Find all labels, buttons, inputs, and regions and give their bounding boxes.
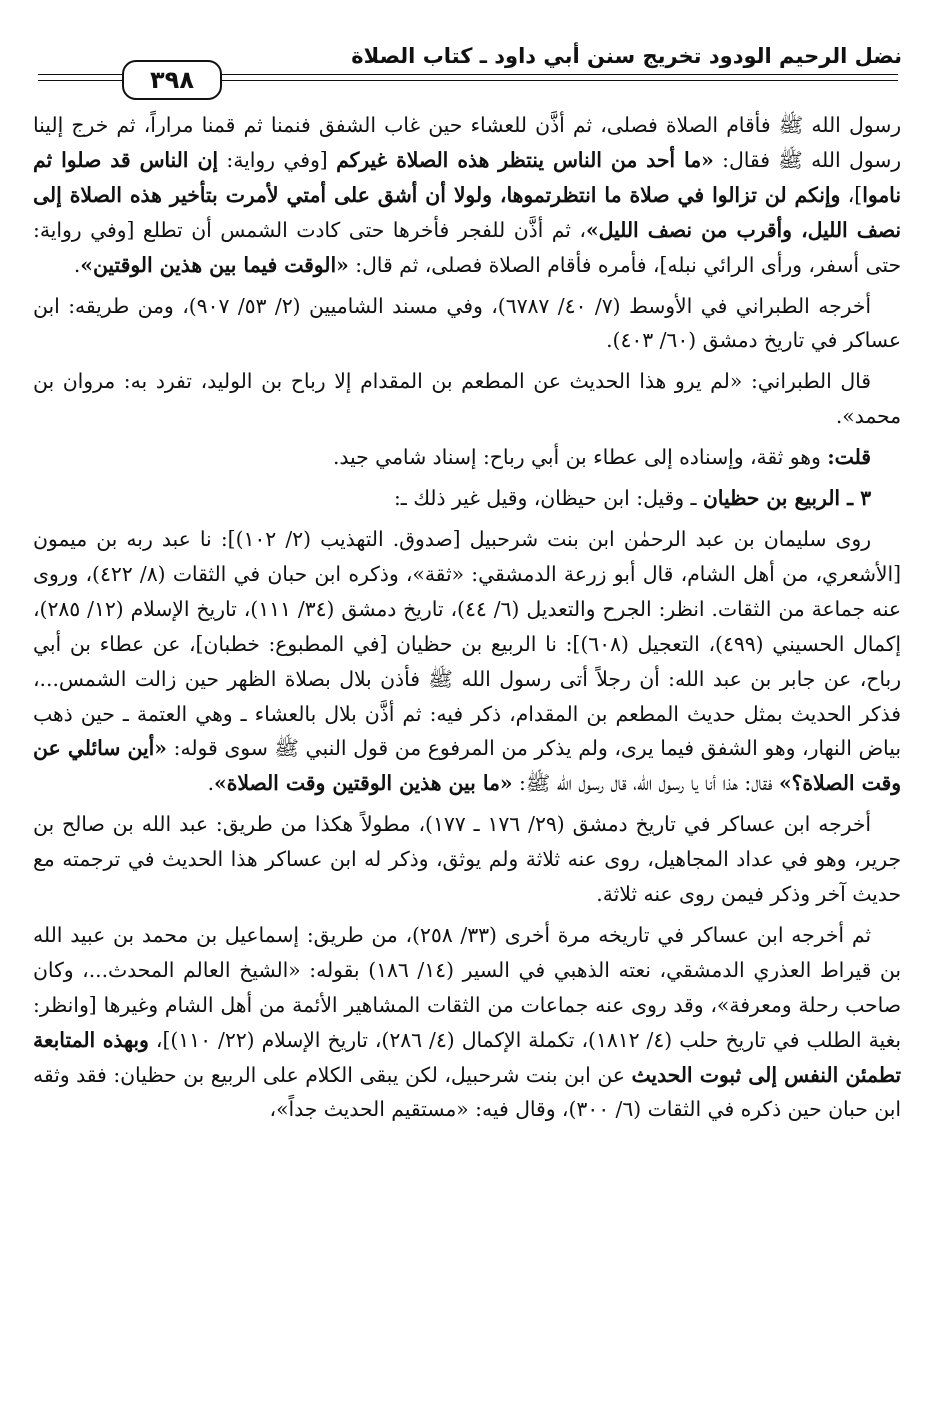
text-run: ، ثم أذَّن للفجر فأخرها حتى كادت الشمس أن تطلع [وفي رواية: حتى أسفر، ورأى الرائي نبله]، فأمره فأقام الصلاة فصلى، ثم قال: xyxy=(33,217,901,277)
bold-run: «ما أحد من الناس ينتظر هذه الصلاة غيركم xyxy=(336,147,714,172)
paragraph xyxy=(33,108,901,283)
text-run: أخرجه ابن عساكر في تاريخ دمشق (٢٩/ ١٧٦ ـ ١٧٧)، مطولاً هكذا من طريق: عبد الله بن صالح بن جرير، وهو في عداد المجاهيل، روى عنه ثلاثة ولم يوثق، وذكر له ابن عساكر هذا الحديث في ترجمته مع حديث آخر وذكر فيمن روى عنه ثلاثة. xyxy=(33,812,901,907)
text-run: قال الطبراني: «لم يرو هذا الحديث عن المطعم بن المقدام إلا رباح بن الوليد، تفرد به: مروان بن محمد». xyxy=(33,369,901,429)
paragraph xyxy=(33,918,901,1127)
text-run: ثم أخرجه ابن عساكر في تاريخه مرة أخرى (٣٣/ ٢٥٨)، من طريق: إسماعيل بن محمد بن عبيد الله بن قيراط العذري الدمشقي، نعته الذهبي في السير (١٤/ ١٨٦) بقوله: «الشيخ العالم المحدث...، وكان صاحب رحلة ومعرفة»، وقد روى عنه جماعات من الثقات المشاهير الأئمة من أهل الشام وغيرها [وانظر: بغية الطلب في تاريخ حلب (٤/ ١٨١٢)، تكملة الإكمال (٤/ ٢٨٦)، تاريخ الإسلام (٢٢/ ١١٠)]، xyxy=(33,922,902,1052)
body-text xyxy=(33,108,901,1133)
paragraph xyxy=(33,364,901,434)
bold-run: وإنكم لن تزالوا في صلاة ما انتظرتموها، ولولا أن أشق على أمتي لأمرت بتأخير هذه الصلاة إلى نصف الليل، وأقرب من نصف الليل» xyxy=(33,182,901,242)
paragraph xyxy=(33,522,901,801)
bold-run: «أين سائلي عن وقت الصلاة؟» xyxy=(33,736,901,796)
text-run: رسول الله ﷺ فأقام الصلاة فصلى، ثم أذَّن للعشاء حين غاب الشفق فنمنا ثم قمنا مراراً، ثم خرج إلينا رسول الله ﷺ فقال: xyxy=(33,113,901,172)
text-run: . xyxy=(73,252,81,277)
paragraph xyxy=(33,289,901,359)
paragraph xyxy=(33,807,901,912)
bold-run: إن الناس قد صلوا ثم ناموا xyxy=(33,147,901,207)
text-run: روى سليمان بن عبد الرحمٰن ابن بنت شرحبيل [صدوق. التهذيب (٢/ ١٠٢)]: نا عبد ربه بن ميمون [الأشعري، من أهل الشام، قال أبو زرعة الدمشقي: «ثقة»، وذكره ابن حبان في الثقات (٨/ ٤٢٢)، وروى عنه جماعة من الثقات. انظر: الجرح والتعديل (٦/ ٤٤)، تاريخ دمشق (٣٤/ ١١١)، تاريخ الإسلام (١٢/ ٢٨٥)، إكمال الحسيني (٤٩٩)، التعجيل (٦٠٨)]: نا الربيع بن حظيان [في المطبوع: خطبان]، عن عطاء بن أبي رباح، عن جابر بن عبد الله: أن رجلاً أتى رسول الله ﷺ فأذن بلال بصلاة الظهر حين زالت الشمس...، فذكر الحديث بمثل حديث المطعم بن المقدام، ذكر فيه: ثم أذَّن بلال بالعشاء ـ وهي العتمة ـ حين ذهب بياض النهار، وهو الشفق فيما يرى، ولم يذكر من المرفوع من قول النبي ﷺ سوى قوله: xyxy=(33,526,902,761)
bold-run: ٣ ـ الربيع بن حظيان xyxy=(702,486,871,511)
text-run: وهو ثقة، وإسناده إلى عطاء بن أبي رباح: إسناد شامي جيد. xyxy=(332,445,828,470)
text-run: [وفي رواية: xyxy=(218,147,337,172)
text-run: . xyxy=(207,771,215,796)
text-run: عن ابن بنت شرحبيل، لكن يبقى الكلام على الربيع بن حظيان: فقد وثقه ابن حبان حين ذكره في الثقات (٦/ ٣٠٠)، وقال فيه: «مستقيم الحديث جداً»، xyxy=(33,1062,901,1122)
paragraph xyxy=(33,481,901,516)
header-title: نضل الرحيم الودود تخريج سنن أبي داود ـ كتاب الصلاة xyxy=(351,44,902,68)
paragraph xyxy=(33,440,901,475)
bold-run: قلت: xyxy=(827,445,871,470)
text-run: أخرجه الطبراني في الأوسط (٧/ ٤٠/ ٦٧٨٧)، وفي مسند الشاميين (٢/ ٥٣/ ٩٠٧)، ومن طريقه: ابن عساكر في تاريخ دمشق (٦٠/ ٤٠٣). xyxy=(33,293,901,353)
page-number: ٣٩٨ xyxy=(122,60,222,100)
bold-run: وبهذه المتابعة تطمئن النفس إلى ثبوت الحديث xyxy=(33,1027,901,1087)
bold-run: «ما بين هذين الوقتين وقت الصلاة» xyxy=(214,771,513,796)
text-run: فقال: هذا أنا يا رسول الله، قال رسول الله ﷺ: xyxy=(512,771,779,796)
bold-run: «الوقت فيما بين هذين الوقتين» xyxy=(80,252,349,277)
text-run: ]، xyxy=(840,182,863,207)
text-run: ـ وقيل: ابن حيظان، وقيل غير ذلك ـ: xyxy=(393,486,703,511)
